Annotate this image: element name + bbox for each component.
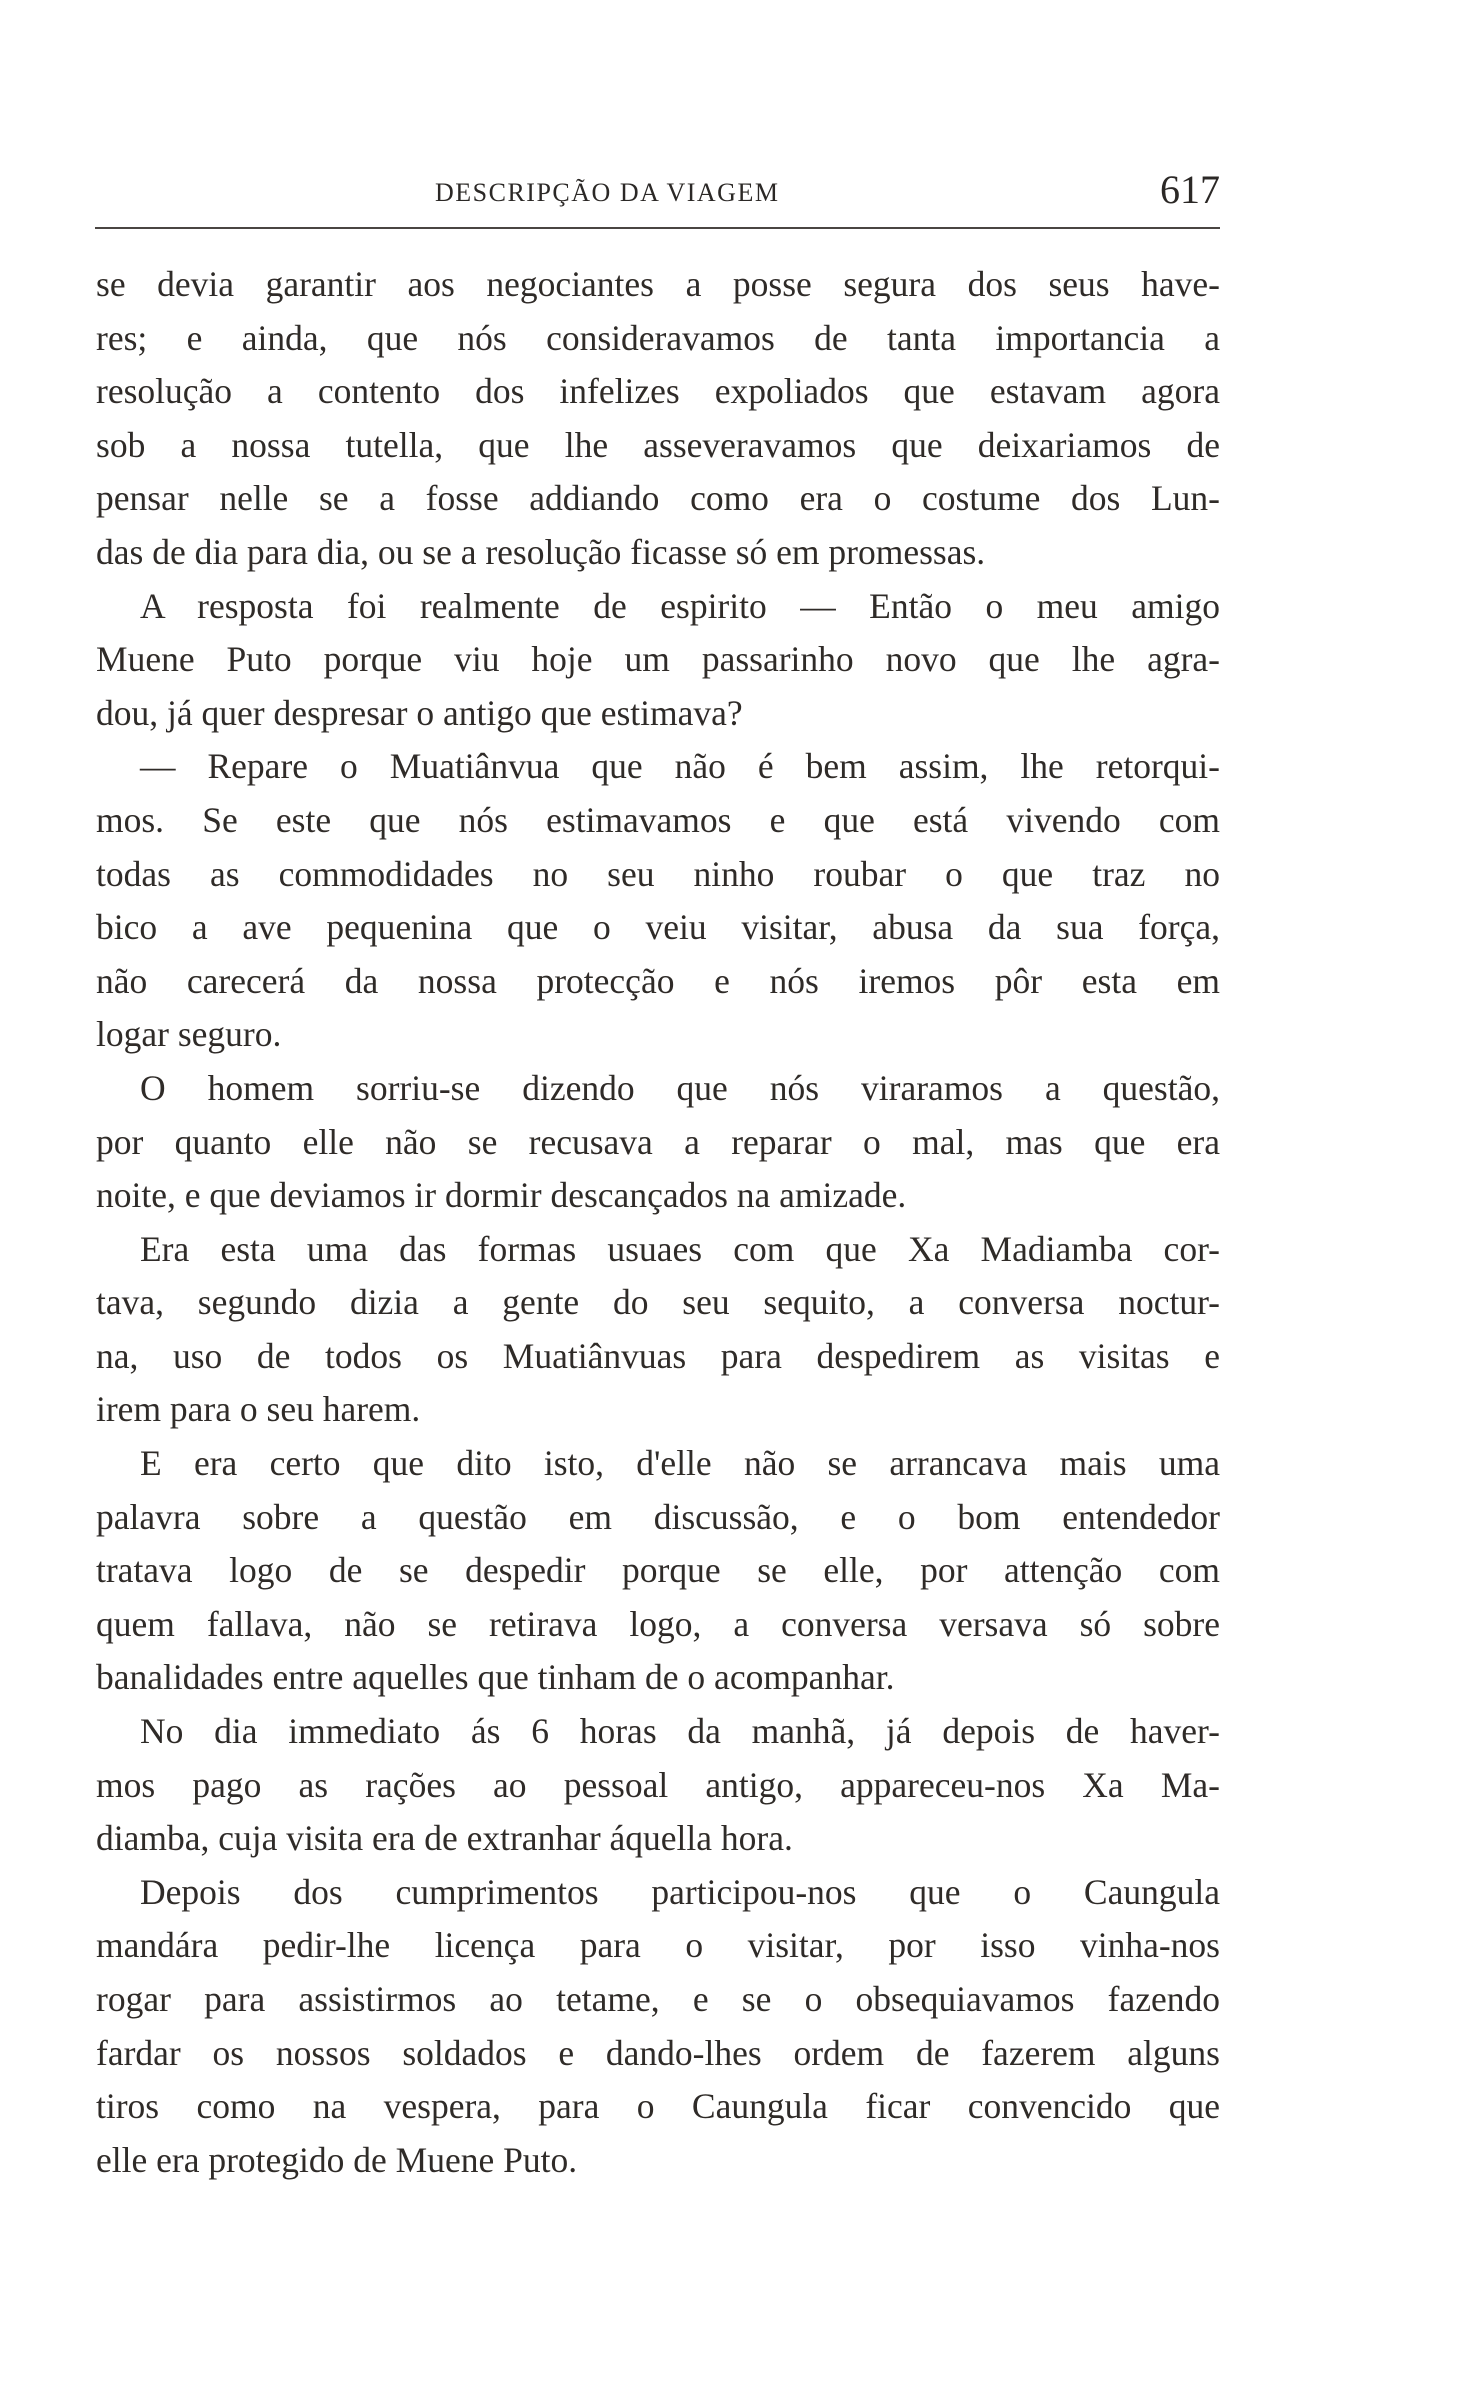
text-line: Era esta uma das formas usuaes com que Xa Madiamba cor- bbox=[140, 1228, 1220, 1269]
text-line: rogar para assistirmos ao tetame, e se o obsequiavamos fazendo bbox=[96, 1979, 1220, 2019]
text-line: No dia immediato ás 6 horas da manhã, já depois de haver- bbox=[140, 1711, 1220, 1752]
text-line: dou, já quer despresar o antigo que estimava? bbox=[96, 692, 743, 733]
text-line: mos pago as rações ao pessoal antigo, appareceu-nos Xa Ma- bbox=[96, 1764, 1220, 1805]
text-line: não carecerá da nossa protecção e nós iremos pôr esta em bbox=[96, 960, 1220, 1001]
running-title: DESCRIPÇÃO DA VIAGEM bbox=[435, 178, 780, 207]
text-line: tratava logo de se despedir porque se elle, por attenção com bbox=[96, 1550, 1220, 1591]
text-line: mos. Se este que nós estimavamos e que está vivendo com bbox=[96, 799, 1220, 840]
text-line: bico a ave pequenina que o veiu visitar, abusa da sua força, bbox=[96, 907, 1220, 948]
text-line: na, uso de todos os Muatiânvuas para despedirem as visitas e bbox=[96, 1335, 1220, 1376]
page-number: 617 bbox=[1160, 167, 1220, 212]
text-line: — Repare o Muatiânvua que não é bem assim, lhe retorqui- bbox=[140, 746, 1220, 787]
running-head bbox=[95, 160, 1220, 210]
text-line: quem fallava, não se retirava logo, a conversa versava só sobre bbox=[96, 1603, 1220, 1644]
text-line: palavra sobre a questão em discussão, e o bom entendedor bbox=[96, 1496, 1220, 1537]
text-line: sob a nossa tutella, que lhe asseveravamos que deixariamos de bbox=[96, 424, 1220, 465]
text-line: E era certo que dito isto, d'elle não se arrancava mais uma bbox=[140, 1443, 1220, 1484]
text-line: Muene Puto porque viu hoje um passarinho novo que lhe agra- bbox=[96, 639, 1220, 680]
text-line: se devia garantir aos negociantes a posse segura dos seus have- bbox=[96, 264, 1220, 304]
text-line: logar seguro. bbox=[96, 1014, 282, 1055]
text-line: tiros como na vespera, para o Caungula ficar convencido que bbox=[96, 2086, 1220, 2127]
text-line: Depois dos cumprimentos participou-nos que o Caungula bbox=[140, 1871, 1220, 1912]
text-line: irem para o seu harem. bbox=[96, 1389, 421, 1430]
text-line: tava, segundo dizia a gente do seu sequito, a conversa noctur- bbox=[96, 1282, 1220, 1323]
text-line: banalidades entre aquelles que tinham de o acompanhar. bbox=[96, 1657, 895, 1698]
text-line: pensar nelle se a fosse addiando como era o costume dos Lun- bbox=[96, 478, 1220, 519]
text-line: diamba, cuja visita era de extranhar áquella hora. bbox=[96, 1818, 793, 1859]
body-text bbox=[96, 258, 1220, 2187]
text-line: noite, e que deviamos ir dormir descançados na amizade. bbox=[96, 1175, 907, 1216]
text-line: todas as commodidades no seu ninho roubar o que traz no bbox=[96, 853, 1220, 894]
text-line: fardar os nossos soldados e dando-lhes ordem de fazerem alguns bbox=[96, 2032, 1220, 2073]
text-line: por quanto elle não se recusava a reparar o mal, mas que era bbox=[96, 1121, 1220, 1162]
text-line: resolução a contento dos infelizes expoliados que estavam agora bbox=[96, 371, 1220, 412]
text-line: O homem sorriu-se dizendo que nós viraramos a questão, bbox=[140, 1067, 1220, 1108]
text-line: res; e ainda, que nós consideravamos de tanta importancia a bbox=[96, 317, 1220, 358]
text-line: das de dia para dia, ou se a resolução ficasse só em promessas. bbox=[96, 531, 986, 572]
text-line: mandára pedir-lhe licença para o visitar, por isso vinha-nos bbox=[96, 1925, 1220, 1966]
text-line: A resposta foi realmente de espirito — Então o meu amigo bbox=[140, 585, 1220, 626]
header-rule bbox=[95, 227, 1220, 229]
text-line: elle era protegido de Muene Puto. bbox=[96, 2139, 578, 2180]
